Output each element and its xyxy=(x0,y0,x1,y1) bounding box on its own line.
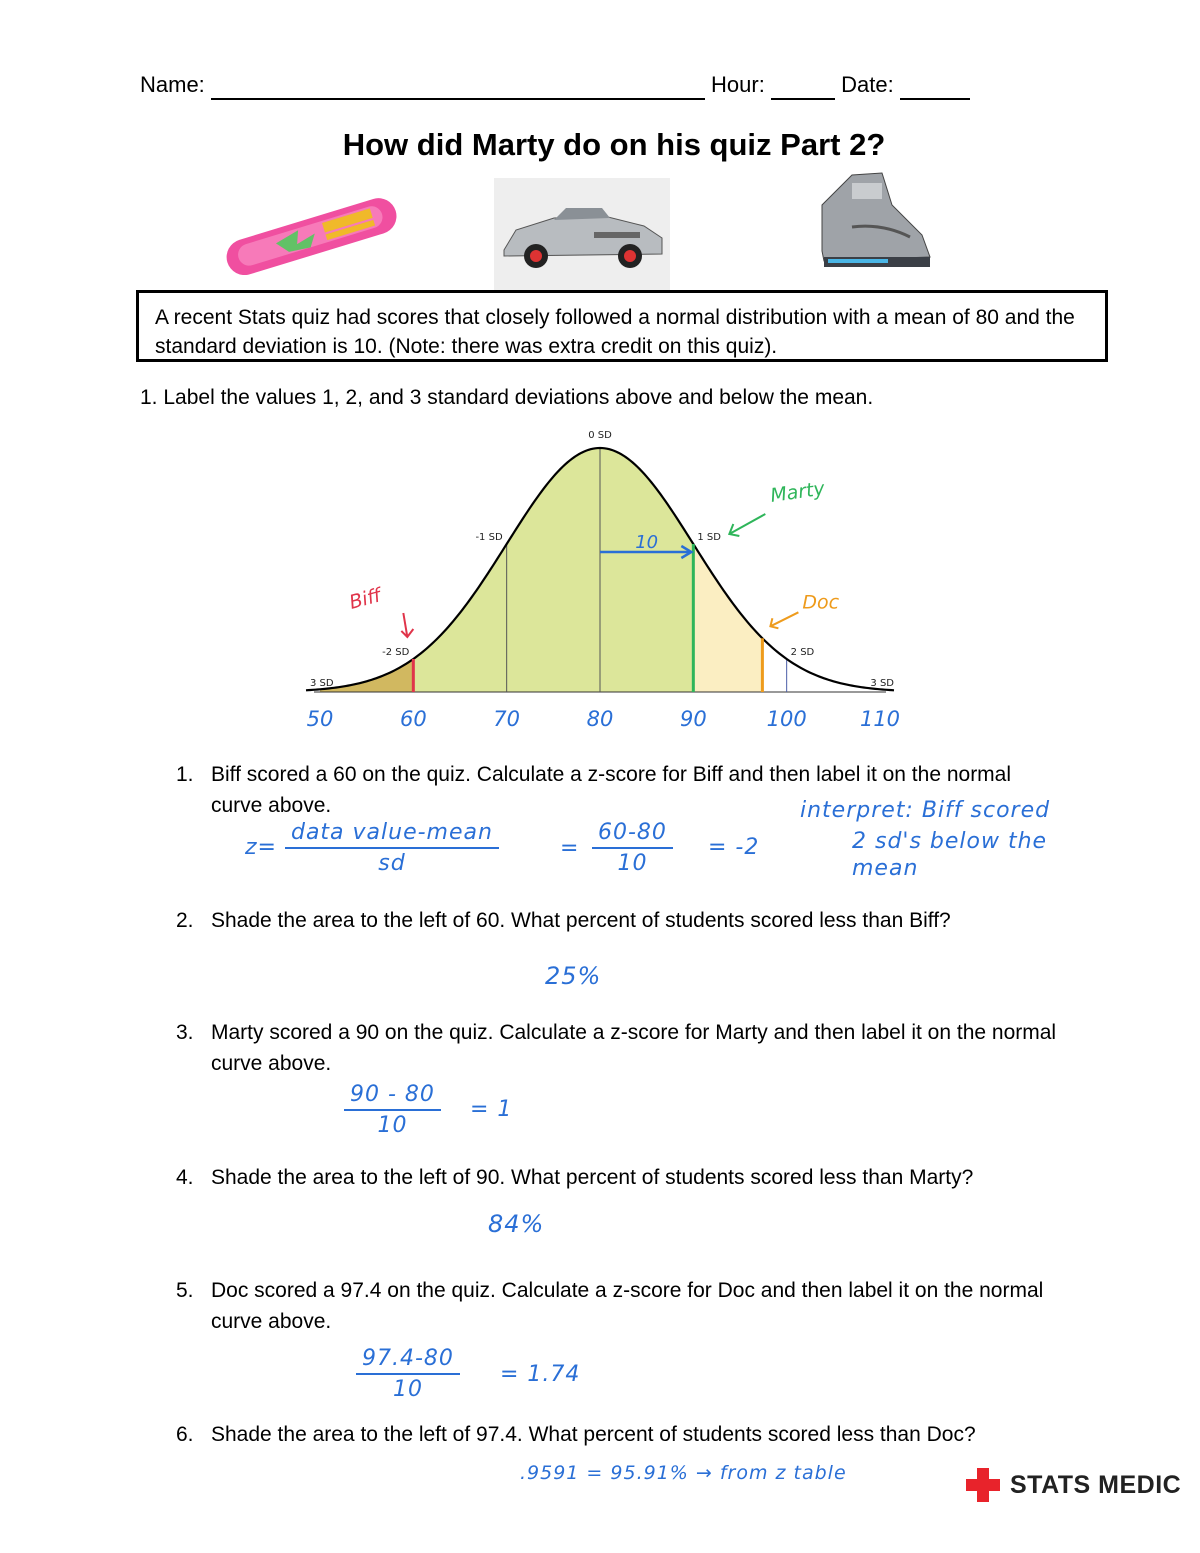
answer-1-formula-numerator: data value-mean xyxy=(285,820,499,849)
hoverboard-image xyxy=(215,195,405,275)
arrow-marty xyxy=(729,514,765,536)
answer-1-formula xyxy=(285,820,499,876)
page-title: How did Marty do on his quiz Part 2? xyxy=(342,127,886,162)
curve-layer xyxy=(306,430,900,731)
answer-5-result: = 1.74 xyxy=(500,1362,581,1387)
question-2 xyxy=(176,905,1066,936)
sd-label-3: 0 SD xyxy=(588,430,612,441)
answer-5-numerator: 97.4-80 xyxy=(356,1346,460,1375)
x-value-50: 50 xyxy=(306,707,334,731)
sd-label-6: 3 SD xyxy=(870,678,894,689)
answer-1-equals: = xyxy=(560,836,580,861)
x-value-70: 70 xyxy=(493,707,521,731)
answer-5-denominator: 10 xyxy=(392,1377,423,1402)
answer-1-formula-denominator: sd xyxy=(378,851,406,876)
date-field[interactable] xyxy=(900,72,970,100)
sd-arrow-label: 10 xyxy=(635,532,659,554)
question-6-text: Shade the area to the left of 97.4. What percent of students scored less than Doc? xyxy=(211,1423,976,1446)
question-5-number: 5. xyxy=(176,1279,194,1302)
answer-1-fraction xyxy=(592,820,673,876)
answer-6: .9591 = 95.91% → from z table xyxy=(520,1462,847,1484)
sd-label-1: -2 SD xyxy=(382,646,410,658)
question-2-number: 2. xyxy=(176,909,194,932)
power-shoe-image xyxy=(812,165,937,277)
question-3-text: Marty scored a 90 on the quiz. Calculate a z-score for Marty and then label it on the normal curve above. xyxy=(211,1021,1057,1075)
sd-label-5: 2 SD xyxy=(790,646,815,658)
question-6-number: 6. xyxy=(176,1423,194,1446)
answer-1-interpret-3: mean xyxy=(852,856,919,881)
x-value-100: 100 xyxy=(766,707,807,731)
answer-4: 84% xyxy=(488,1210,545,1238)
question-5-text: Doc scored a 97.4 on the quiz. Calculate a z-score for Doc and then label it on the normal curve above. xyxy=(211,1279,1044,1333)
answer-3-numerator: 90 - 80 xyxy=(344,1082,441,1111)
answer-5-fraction xyxy=(356,1346,460,1402)
answer-1-z xyxy=(245,820,499,876)
logo-text: STATS MEDIC xyxy=(1010,1470,1182,1499)
question-1-number: 1. xyxy=(176,763,194,786)
header-row xyxy=(140,72,970,100)
answer-3-denominator: 10 xyxy=(377,1113,408,1138)
label-doc: Doc xyxy=(802,591,840,614)
x-value-110: 110 xyxy=(859,707,901,731)
x-value-60: 60 xyxy=(399,707,427,731)
arrow-biff xyxy=(401,613,413,637)
hour-field[interactable] xyxy=(771,72,835,100)
answer-1-interpret-2: 2 sd's below the xyxy=(852,829,1048,854)
name-field[interactable] xyxy=(211,72,705,100)
question-6 xyxy=(176,1419,1096,1450)
hour-label: Hour: xyxy=(711,72,765,97)
question-4-text: Shade the area to the left of 90. What percent of students scored less than Marty? xyxy=(211,1166,974,1189)
question-4 xyxy=(176,1162,1066,1193)
question-2-text: Shade the area to the left of 60. What percent of students scored less than Biff? xyxy=(211,909,951,932)
sd-label-0: 3 SD xyxy=(310,678,334,689)
question-4-number: 4. xyxy=(176,1166,194,1189)
x-value-80: 80 xyxy=(586,707,614,731)
sd-label-4: 1 SD xyxy=(697,532,721,544)
question-1-text: Biff scored a 60 on the quiz. Calculate a z-score for Biff and then label it on the normal curve above. xyxy=(211,763,1012,817)
answer-1-result: = -2 xyxy=(708,835,760,860)
normal-curve-chart xyxy=(290,412,930,752)
red-cross-icon xyxy=(966,1468,1000,1502)
label-marty: Marty xyxy=(768,477,827,507)
answer-2: 25% xyxy=(545,962,602,990)
question-3 xyxy=(176,1017,1066,1079)
answer-1-interpret-1: interpret: Biff scored xyxy=(800,798,1051,823)
date-label: Date: xyxy=(841,72,894,97)
stats-medic-logo xyxy=(966,1468,1181,1502)
sd-label-2: -1 SD xyxy=(475,532,503,544)
intro-box: A recent Stats quiz had scores that closely followed a normal distribution with a mean of 80 and the standard deviation is 10. (Note: there was extra credit on this quiz). xyxy=(136,290,1108,362)
answer-1-numerator: 60-80 xyxy=(592,820,673,849)
answer-3-result: = 1 xyxy=(470,1097,513,1122)
x-value-90: 90 xyxy=(679,707,707,731)
answer-1-z-label: z= xyxy=(245,835,277,860)
question-3-number: 3. xyxy=(176,1021,194,1044)
label-biff: Biff xyxy=(346,584,384,614)
answer-1-denominator: 10 xyxy=(617,851,648,876)
arrow-doc xyxy=(770,612,798,628)
question-1-label: 1. Label the values 1, 2, and 3 standard deviations above and below the mean. xyxy=(140,386,874,409)
name-label: Name: xyxy=(140,72,205,97)
delorean-image xyxy=(494,178,670,290)
answer-3-fraction xyxy=(344,1082,441,1138)
question-5 xyxy=(176,1275,1066,1337)
